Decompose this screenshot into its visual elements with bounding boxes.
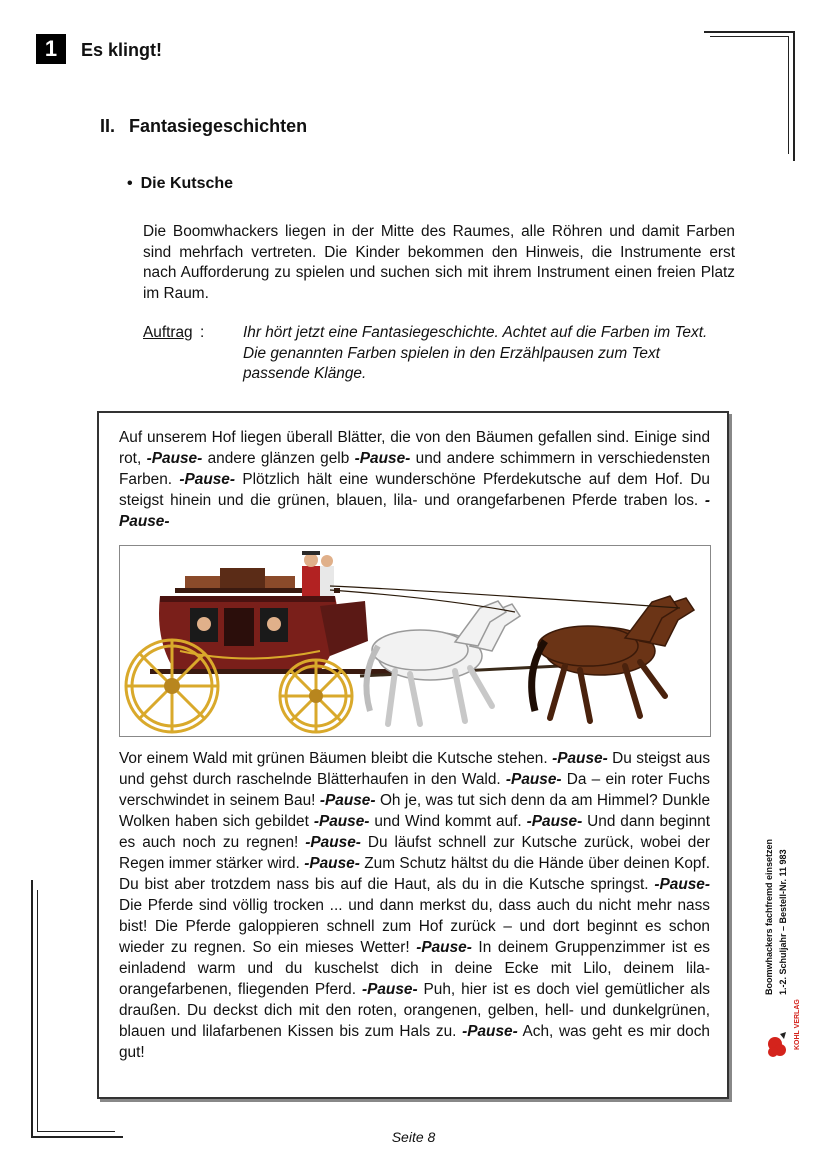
corner-line-top-right-v	[793, 31, 795, 161]
stagecoach-illustration	[119, 545, 711, 737]
corner-line-top-right-h2	[710, 36, 788, 37]
pause-marker: -Pause-	[319, 792, 376, 809]
story-paragraph-1: Auf unserem Hof liegen überall Blätter, die von den Bäumen gefallen sind. Einige sind rot, -Pause- andere glänzen gelb -Pause- und andere schimmern in verschiedensten Farben. -Pause- Plötzlich hält eine wunderschöne Pferdekutsche auf dem Hof. Du steigst hinein und die grünen, blauen, lila- und orangefarbenen Pferde traben los. -Pause-	[119, 429, 711, 530]
pause-marker: -Pause-	[654, 876, 710, 893]
intro-paragraph: Die Boomwhackers liegen in der Mitte des Raumes, alle Röhren und damit Farben sind mehrfach vertreten. Die Kinder bekommen den Hinweis, die Instrumente erst nach Aufforderung zu spielen und suchen sich mit ihrem Instrument einen freien Platz im Raum.	[143, 223, 735, 302]
sidebar-title: Boomwhackers fachfremd einsetzen	[764, 838, 774, 995]
corner-line-bottom-left-v2	[37, 890, 38, 1131]
task-colon: :	[200, 324, 205, 341]
pause-marker: -Pause-	[462, 1023, 518, 1040]
section-number: II.	[100, 116, 116, 136]
publisher-logo-icon	[766, 1030, 790, 1060]
pause-marker: -Pause-	[146, 450, 203, 467]
section-heading	[100, 116, 307, 137]
pause-marker: -Pause-	[505, 771, 562, 788]
publisher-name: KOHL VERLAG	[794, 999, 801, 1050]
story-box	[97, 411, 729, 1099]
pause-marker: -Pause-	[119, 492, 710, 530]
subsection-title: Die Kutsche	[140, 175, 234, 192]
stagecoach-image	[120, 546, 710, 736]
corner-line-bottom-left-v	[31, 880, 33, 1138]
task-label: Auftrag	[143, 324, 193, 341]
pause-marker: -Pause-	[361, 981, 418, 998]
pause-marker: -Pause-	[526, 813, 583, 830]
chapter-title: Es klingt!	[81, 40, 163, 60]
corner-line-top-right-h	[704, 31, 794, 33]
pause-marker: -Pause-	[313, 813, 370, 830]
sidebar-order-number: 1.-2. Schuljahr – Bestell-Nr. 11 983	[778, 849, 788, 995]
subsection-heading	[127, 175, 233, 193]
section-title: Fantasiegeschichten	[129, 116, 308, 136]
pause-marker: -Pause-	[416, 939, 472, 956]
bullet-icon: •	[127, 175, 133, 192]
pause-marker: -Pause-	[305, 834, 361, 851]
pause-marker: -Pause-	[179, 471, 235, 488]
pause-marker: -Pause-	[354, 450, 411, 467]
pause-marker: -Pause-	[304, 855, 360, 872]
publisher-sidebar	[764, 820, 804, 1070]
corner-line-top-right-v2	[788, 36, 789, 154]
task-block	[143, 323, 735, 385]
story-paragraph-2: Vor einem Wald mit grünen Bäumen bleibt die Kutsche stehen. -Pause- Du steigst aus und gehst durch raschelnde Blätterhaufen in den Wald. -Pause- Da – ein roter Fuchs verschwindet in seinem Bau! -Pause- Oh je, was tut sich denn da am Himmel? Dunkle Wolken haben sich gebildet -Pause- und Wind kommt auf. -Pause- Und dann beginnt es auch noch zu regnen! -Pause- Du läufst schnell zur Kutsche zurück, wobei der Regen immer stärker wird. -Pause- Zum Schutz hältst du die Hände über deinen Kopf. Du bist aber trotzdem nass bis auf die Haut, als du in die Kutsche springst. -Pause- Die Pferde sind völlig trocken ... und dann merkst du, dass auch du nicht mehr nass bist! Die Pferde galoppieren schnell zum Hof zurück – und dort beginnt es schon wieder zu regnen. So ein mieses Wetter! -Pause- In deinem Gruppenzimmer ist es einladend warm und du kuschelst dich in deine Ecke mit Lilo, deinem lila-orangefarbenen, fliegenden Pferd. -Pause- Puh, hier ist es doch viel gemütlicher als draußen. Du deckst dich mit den roten, orangenen, gelben, hell- und dunkelgrünen, blauen und lilafarbenen Kissen bis zum Hals zu. -Pause- Ach, was geht es mir doch gut!	[119, 750, 711, 1061]
pause-marker: -Pause-	[552, 750, 608, 767]
page-number: Seite 8	[391, 1129, 436, 1145]
chapter-number: 1	[36, 34, 66, 64]
task-text: Ihr hört jetzt eine Fantasiegeschichte. Achtet auf die Farben im Text. Die genannten Farben spielen in den Erzählpausen zum Text passende Klänge.	[243, 324, 708, 382]
